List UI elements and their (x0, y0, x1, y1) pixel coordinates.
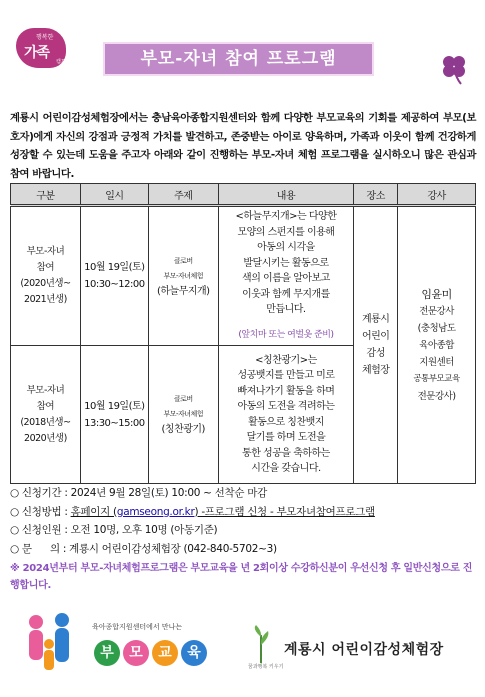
place-line: 어린이 (361, 331, 390, 342)
category-line: 부모-자녀 (26, 384, 65, 396)
category-line: 참여 (36, 400, 55, 412)
theme-cell (148, 206, 218, 346)
category-line: 부모-자녀 (26, 246, 65, 257)
header-category: 구분 (11, 184, 81, 206)
content-line: 발달시키는 활동으로 (243, 257, 329, 269)
pill-1: 부 (94, 640, 120, 666)
content-line: <하늘무지개>는 다양한 (235, 211, 337, 222)
content-line: 만듭니다. (266, 304, 306, 315)
content-line: <칭찬광기>는 (255, 354, 317, 366)
bullet-icon: ○ (10, 505, 19, 518)
content-line: 아동의 도전을 격려하는 (237, 401, 335, 412)
category-line: 2021년생) (24, 294, 67, 305)
logo-tiny-text: 캠프 (56, 59, 66, 65)
method-value (71, 506, 375, 518)
theme-line: 부모-자녀체험 (163, 271, 204, 280)
banner-title (94, 640, 207, 666)
content-line: 모양의 스펀지를 이용해 (237, 226, 335, 238)
theme-cell (148, 346, 218, 484)
theme-line: 부모-자녀체험 (163, 410, 204, 418)
intro-paragraph: 계룡시 어린이감성체험장에서는 충남육아종합지원센터와 함께 다양한 부모교육의 기회를 제공하여 부모(보호자)에게 자신의 강점과 긍정적 가치를 발견하고, 존중받는 아이로 양육하며, 가족과 이웃이 함께 건강하게 성장할 수 있는데 도움을 주고자 아래와 같이 진행하는 부모-자녀 체험 프로그램을 실시하오니 많은 관심과 참여 바랍니다. (10, 112, 476, 180)
datetime-cell (80, 346, 148, 484)
header-datetime: 일시 (80, 184, 148, 206)
family-camp-logo (16, 22, 76, 72)
place-line: 계룡시 (361, 314, 390, 325)
logo-main-text: 가족 (24, 45, 50, 61)
page-title: 부모-자녀 참여 프로그램 (103, 42, 374, 76)
lecturer-cell (398, 206, 476, 484)
place-line: 체험장 (361, 365, 390, 376)
leaf-logo-text: 꿈과행복 키우기 (248, 664, 284, 670)
period-value: 2024년 9월 28일(토) 10:00 ~ 선착순 마감 (70, 487, 267, 499)
category-line: (2018년생~ (20, 416, 71, 428)
banner-tagline: 육아종합지원센터에서 만나는 (92, 623, 183, 631)
table-row (11, 206, 476, 346)
info-people (10, 521, 480, 540)
pill-4: 육 (181, 640, 207, 666)
program-table (10, 183, 476, 484)
category-line: (2020년생~ (20, 278, 71, 289)
content-line: 통한 성공을 축하하는 (242, 447, 330, 459)
center-logo (248, 625, 478, 675)
priority-notice: ※ 2024년부터 부모-자녀체험프로그램은 부모교육을 년 2회이상 수강하신분이 우선신청 후 일반신청으로 진행합니다. (10, 563, 473, 591)
time-text: 13:30~15:00 (84, 417, 145, 429)
date-text: 10월 19일(토) (84, 400, 145, 412)
content-line: 시간을 갖습니다. (251, 463, 321, 474)
info-inquiry (10, 540, 480, 559)
content-cell (218, 206, 354, 346)
lecturer-name: 임윤미 (421, 287, 452, 301)
application-info (10, 484, 480, 558)
bullet-icon: ○ (10, 542, 19, 555)
center-name: 계룡시 어린이감성체험장 (284, 642, 444, 658)
place-line: 감성 (366, 348, 385, 359)
theme-line: 클로버 (173, 395, 193, 403)
logo-small-text: 행복한 (36, 34, 54, 41)
category-cell (11, 346, 81, 484)
table-header-row (11, 184, 476, 206)
lecturer-line: 전문강사 (419, 305, 454, 317)
content-line: 활동으로 칭찬뱃지 (247, 416, 324, 428)
content-line: 성공뱃지를 만들고 미로 (237, 370, 335, 381)
category-line: 2020년생) (24, 432, 67, 444)
theme-line: 클로버 (173, 256, 193, 265)
lecturer-line: 공통부모교육 (413, 373, 460, 384)
inquiry-value: 계룡시 어린이감성체험장 (042-840-5702~3) (69, 542, 277, 555)
content-line: 색의 이름을 알아보고 (242, 273, 330, 284)
lecturer-line: 육아종합 (419, 339, 454, 351)
theme-line: (하늘무지개) (156, 285, 210, 297)
time-text: 10:30~12:00 (84, 279, 145, 290)
pill-3: 교 (152, 640, 178, 666)
header-content: 내용 (218, 184, 354, 206)
family-illustration-icon (22, 610, 82, 680)
bullet-icon: ○ (10, 524, 19, 537)
people-label: 신청인원 : (21, 524, 71, 537)
lecturer-line: 전문강사) (417, 390, 456, 402)
datetime-cell (80, 206, 148, 346)
content-line: 빠져나가기 활동을 하며 (237, 385, 335, 397)
pill-2: 모 (123, 640, 149, 666)
header-lecturer: 강사 (398, 184, 476, 206)
place-cell (354, 206, 398, 484)
lecturer-line: (충청남도 (417, 322, 456, 334)
header-place: 장소 (354, 184, 398, 206)
lecturer-line: 지원센터 (419, 356, 454, 368)
inquiry-label: 문 의 : (21, 542, 70, 555)
method-label: 신청방법 : (21, 505, 71, 518)
method-post: ) -프로그램 신청 - 부모자녀참여프로그램 (194, 505, 375, 518)
people-value: 오전 10명, 오후 10명 (아동기준) (70, 524, 218, 537)
category-line: 참여 (36, 262, 55, 273)
header-theme: 주제 (148, 184, 218, 206)
category-cell (11, 206, 81, 346)
parent-education-banner (22, 610, 222, 680)
period-label: 신청기간 : (21, 487, 71, 499)
content-note: (앞치마 또는 여벌옷 준비) (238, 329, 334, 340)
bullet-icon: ○ (10, 487, 19, 499)
content-line: 아동의 시각을 (257, 242, 315, 253)
info-method (10, 503, 480, 522)
theme-line: (칭찬광기) (161, 424, 205, 435)
clover-icon (437, 52, 471, 86)
date-text: 10월 19일(토) (84, 262, 145, 273)
content-cell (218, 346, 354, 484)
homepage-link[interactable]: gamseong.or.kr (116, 505, 195, 518)
method-pre: 홈페이지 ( (70, 505, 117, 518)
content-line: 달기를 하며 도전을 (246, 432, 326, 443)
info-period (10, 484, 480, 503)
content-line: 이웃과 함께 무지개를 (242, 288, 330, 300)
